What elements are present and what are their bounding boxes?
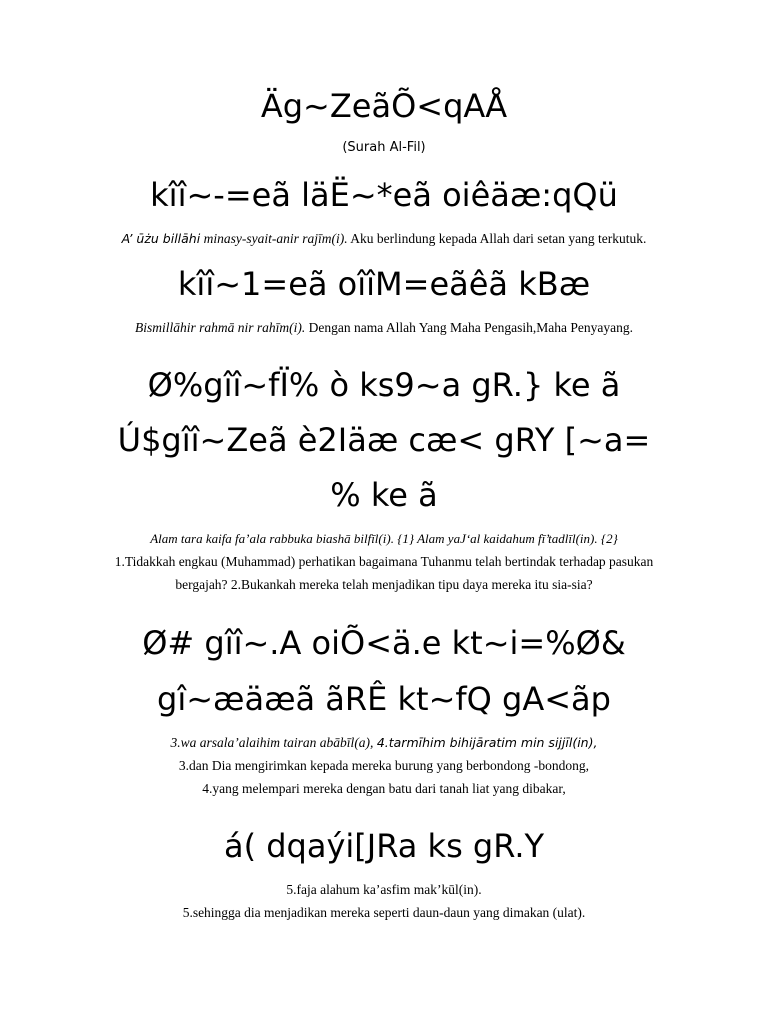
verses-1-2-arabic-line1: Ø%gîî~fÏ% ò ks9~a gR.} ke ã — [147, 366, 621, 404]
verses-3-4-arabic-block — [0, 615, 768, 727]
title-latin-block — [0, 140, 768, 155]
verses-3-4-text-block — [0, 731, 768, 800]
verses-1-2-text-block — [0, 527, 768, 596]
verses-1-2-meaning-line2: bergajah? 2.Bukankah mereka telah menjadikan tipu daya mereka itu sia-sia? — [175, 577, 593, 592]
basmalah-translit: Bismillāhir rahmā nir rahīm(i). — [135, 320, 306, 335]
verses-1-2-meaning-line1: 1.Tidakkah engkau (Muhammad) perhatikan bagaimana Tuhanmu telah bertindak terhadap pasukan — [114, 554, 654, 569]
verses-3-4-arabic-line2: gî~æäæã ãRÊ kt~fQ gA<ãp — [157, 680, 611, 718]
taawudz-translit-a: A’ ūżu billāhi — [121, 231, 201, 246]
verse-5-arabic: á( dqaýi[JRa ks gR.Y — [223, 827, 545, 865]
basmalah-meaning: Dengan nama Allah Yang Maha Pengasih,Maha Penyayang. — [308, 320, 633, 335]
verses-3-4-arabic-line1: Ø# gîî~.A oiÕ<ä.e kt~i=%Ø& — [142, 624, 626, 662]
verses-3-4-translit-a: 3.wa arsala’alaihim tairan abābīl(a), — [170, 735, 374, 750]
verse-5-text-block — [0, 878, 768, 924]
verses-1-2-translit — [0, 527, 768, 550]
verses-1-2-arabic-line3: % ke ã — [330, 476, 438, 514]
verses-3-4-meaning-line2: 4.yang melempari mereka dengan batu dari tanah liat yang dibakar, — [202, 781, 566, 796]
basmalah-block — [0, 262, 768, 306]
verse-5-meaning: 5.sehingga dia menjadikan mereka seperti daun-daun yang dimakan (ulat). — [182, 905, 586, 920]
title-latin: (Surah Al-Fil) — [342, 140, 426, 155]
taawudz-text — [0, 227, 768, 250]
verses-1-2-arabic-block — [0, 358, 768, 523]
taawudz-block — [0, 173, 768, 217]
taawudz-translit-b: minasy-syait-anir rajīm(i). — [203, 231, 348, 246]
taawudz-meaning: Aku berlindung kepada Allah dari setan yang terkutuk. — [350, 231, 647, 246]
title-arabic: Äg~ZeãÕ<qAÅ — [260, 87, 508, 125]
verse-5-arabic-block — [0, 822, 768, 870]
verses-1-2-translit-text: Alam tara kaifa fa’ala rabbuka biashā bilfīl(i). {1} Alam yaJ‘al kaidahum fī’tadlīl(in). {2} — [150, 531, 618, 546]
verses-1-2-arabic-line2: Ú$gîî~Zeã è2Iäæ cæ< gRY [~a= — [117, 421, 651, 459]
verses-3-4-translit — [0, 731, 768, 754]
verse-5-translit: 5.faja alahum ka’asfim mak’kūl(in). — [286, 882, 482, 897]
basmalah-text-block — [0, 316, 768, 339]
basmalah-arabic: kîî~1=eã oîîM=eãêã kBæ — [177, 265, 591, 303]
basmalah-text — [0, 316, 768, 339]
taawudz-arabic: kîî~-=eã läË~*eã oiêäæ:qQü — [150, 176, 618, 214]
verses-3-4-translit-b: 4.tarmīhim bihijāratim min sijjīl(in), — [376, 735, 598, 750]
title-block — [0, 84, 768, 128]
taawudz-text-block — [0, 227, 768, 250]
verses-3-4-meaning-line1: 3.dan Dia mengirimkan kepada mereka burung yang berbondong -bondong, — [178, 758, 590, 773]
